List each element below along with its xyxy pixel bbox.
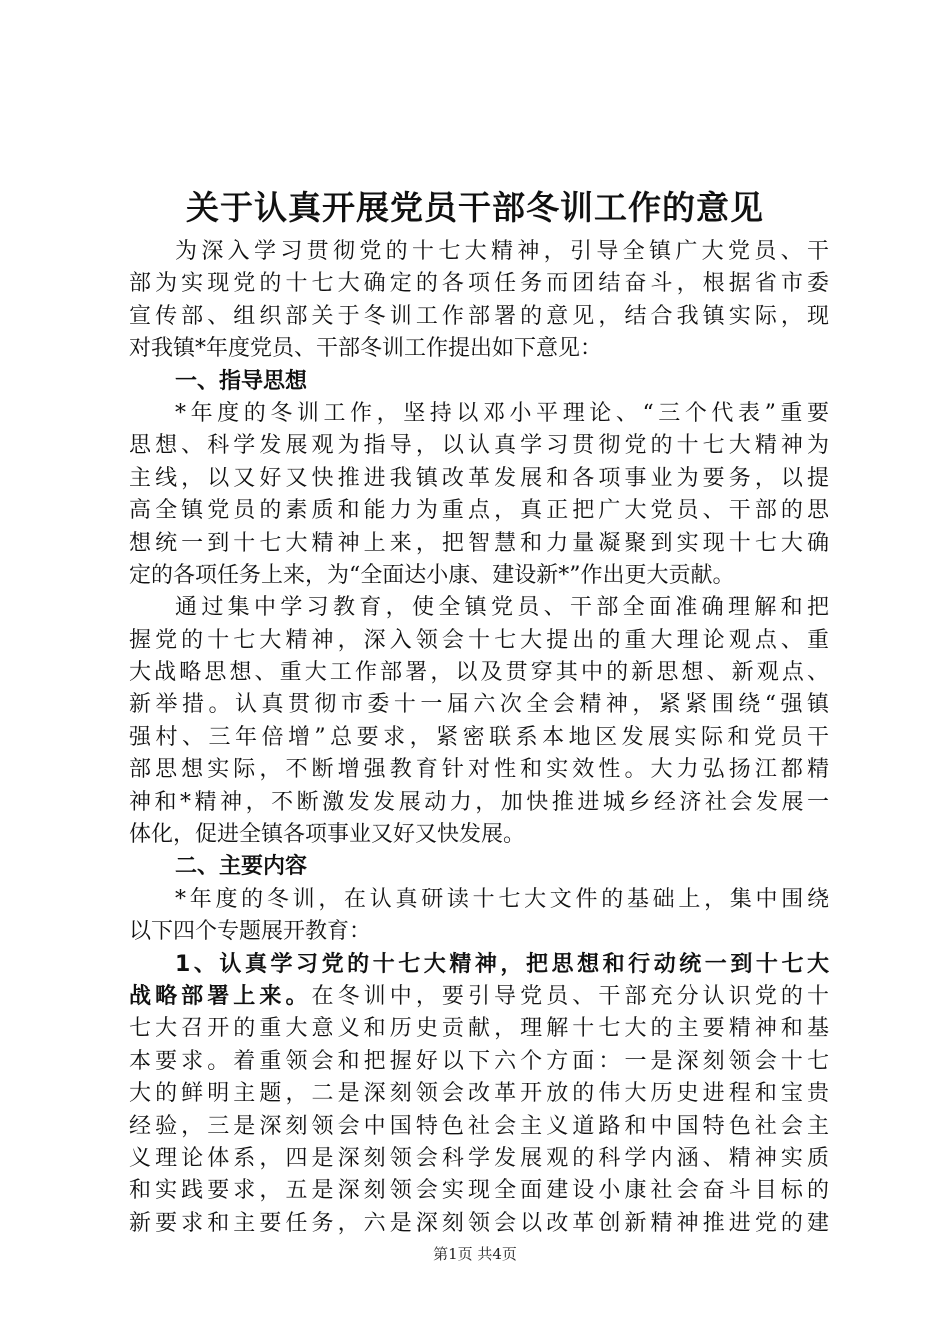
body-line: 高全镇党员的素质和能力为重点，真正把广大党员、干部的思: [129, 498, 829, 524]
body-line: 新要求和主要任务，六是深刻领会以改革创新精神推进党的建: [129, 1210, 829, 1236]
body-line: 新举措。认真贯彻市委十一届六次全会精神，紧紧围绕“强镇: [129, 692, 829, 718]
body-line: 握党的十七大精神，深入领会十七大提出的重大理论观点、重: [129, 627, 829, 653]
document-title: 关于认真开展党员干部冬训工作的意见: [186, 188, 764, 227]
page-number: 第1页 共4页: [433, 1245, 517, 1263]
body-line: 通过集中学习教育，使全镇党员、干部全面准确理解和把: [175, 595, 829, 621]
body-line: 主线，以又好又快推进我镇改革发展和各项事业为要务，以提: [129, 465, 829, 491]
body-line: 定的各项任务上来，为“全面达小康、建设新*”作出更大贡献。: [129, 562, 735, 588]
body-line: 本要求。着重领会和把握好以下六个方面：一是深刻领会十七: [129, 1048, 829, 1074]
mixed-line: [129, 981, 829, 1013]
body-line: 为深入学习贯彻党的十七大精神，引导全镇广大党员、干: [175, 239, 829, 264]
body-line: 和实践要求，五是深刻领会实现全面建设小康社会奋斗目标的: [129, 1178, 829, 1204]
body-line: 大战略思想、重大工作部署，以及贯穿其中的新思想、新观点、: [129, 660, 829, 686]
body-fragment: 在冬训中，要引导党员、干部充分认识党的十: [311, 983, 829, 1009]
body-line: 宣传部、组织部关于冬训工作部署的意见，结合我镇实际，现: [129, 303, 829, 329]
body-line: 想统一到十七大精神上来，把智慧和力量凝聚到实现十七大确: [129, 530, 829, 556]
body-line: *年度的冬训，在认真研读十七大文件的基础上，集中围绕: [175, 886, 829, 912]
subheading-line: 1、认真学习党的十七大精神，把思想和行动统一到十七大: [175, 951, 829, 977]
body-line: 思想、科学发展观为指导，以认真学习贯彻党的十七大精神为: [129, 433, 829, 459]
body-line: 神和*精神，不断激发发展动力，加快推进城乡经济社会发展一: [129, 789, 829, 815]
body-line: 对我镇*年度党员、干部冬训工作提出如下意见：: [129, 336, 603, 362]
body-line: 体化，促进全镇各项事业又好又快发展。: [129, 822, 526, 848]
body-line: 经验，三是深刻领会中国特色社会主义道路和中国特色社会主: [129, 1113, 829, 1139]
document-body: [129, 236, 829, 1240]
body-line: 以下四个专题展开教育：: [129, 919, 372, 945]
body-line: 大的鲜明主题，二是深刻领会改革开放的伟大历史进程和宝贵: [129, 1081, 829, 1107]
body-line: 义理论体系，四是深刻领会科学发展观的科学内涵、精神实质: [129, 1145, 829, 1171]
body-line: 部为实现党的十七大确定的各项任务而团结奋斗，根据省市委: [129, 271, 829, 297]
body-line: 部思想实际，不断增强教育针对性和实效性。大力弘扬江都精: [129, 757, 829, 783]
subheading-tail: 战略部署上来。: [129, 983, 312, 1009]
section-heading: 二、主要内容: [175, 854, 308, 880]
body-line: 强村、三年倍增”总要求，紧密联系本地区发展实际和党员干: [129, 724, 829, 750]
body-line: *年度的冬训工作，坚持以邓小平理论、“三个代表”重要: [175, 400, 829, 426]
section-heading: 一、指导思想: [175, 368, 308, 394]
body-line: 七大召开的重大意义和历史贡献，理解十七大的主要精神和基: [129, 1016, 829, 1042]
